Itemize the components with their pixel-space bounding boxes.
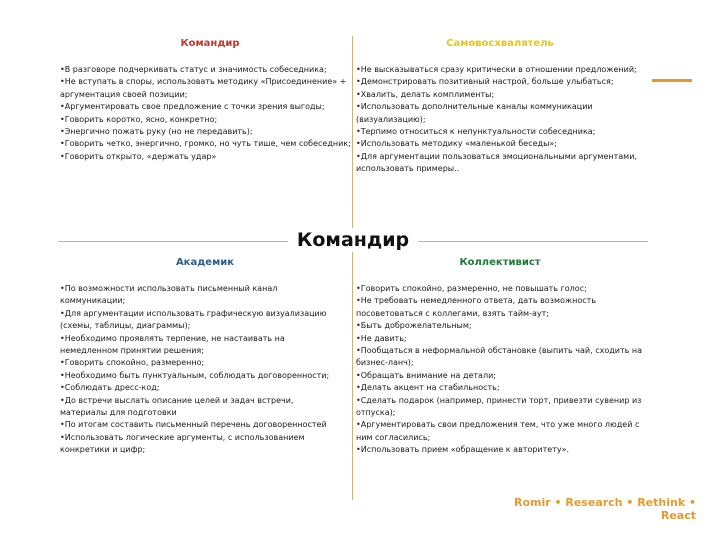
list-item: • Обращать внимание на детали; xyxy=(356,370,646,382)
list-item: • Не высказываться сразу критически в отношении предложений; xyxy=(356,64,646,76)
center-title: Командир xyxy=(288,228,418,252)
block-top-right xyxy=(356,64,646,176)
list-item: • Использовать дополнительные каналы коммуникации (визуализацию); xyxy=(356,101,646,126)
list-item: • Не давить; xyxy=(356,333,646,345)
block-top-left xyxy=(60,64,352,163)
list-item: • Необходимо быть пунктуальным, соблюдать договоренности; xyxy=(60,370,342,382)
block-bottom-right xyxy=(356,283,646,457)
accent-bar xyxy=(652,79,692,82)
list-item: • Быть доброжелательным; xyxy=(356,320,646,332)
heading-bottom-left: Академик xyxy=(175,257,235,268)
list-item: • Не требовать немедленного ответа, дать возможность посоветоваться с коллегами, взять тайм-аут; xyxy=(356,295,646,320)
list-item: • Пообщаться в неформальной обстановке (выпить чай, сходить на бизнес-ланч); xyxy=(356,345,646,370)
list-item: • Терпимо относиться к непунктуальности собеседника; xyxy=(356,126,646,138)
list-item: • Для аргументации пользоваться эмоциональными аргументами, использовать примеры.. xyxy=(356,151,646,176)
vertical-divider xyxy=(352,36,353,500)
heading-top-right: Самовосхвалятель xyxy=(446,38,554,49)
list-item: • Говорить спокойно, размеренно; xyxy=(60,357,342,369)
list-item: • Соблюдать дресс-код; xyxy=(60,382,342,394)
list-item: • Использовать логические аргументы, с использованием конкретики и цифр; xyxy=(60,432,342,457)
heading-top-left: Командир xyxy=(180,38,240,49)
list-item: • Энергично пожать руку (но не передавить); xyxy=(60,126,352,138)
list-item: • Для аргументации использовать графическую визуализацию (схемы, таблицы, диаграммы); xyxy=(60,308,342,333)
list-item: • Говорить четко, энергично, громко, но чуть тише, чем собеседник; xyxy=(60,138,352,150)
list-item: • Использовать прием «обращение к авторитету». xyxy=(356,444,646,456)
list-item: • По возможности использовать письменный канал коммуникации; xyxy=(60,283,342,308)
list-item: • Говорить спокойно, размеренно, не повышать голос; xyxy=(356,283,646,295)
list-item: • Говорить коротко, ясно, конкретно; xyxy=(60,114,352,126)
list-item: • Аргументировать свое предложение с точки зрения выгоды; xyxy=(60,101,352,113)
list-item: • Говорить открыто, «держать удар» xyxy=(60,151,352,163)
heading-bottom-right: Коллективист xyxy=(459,257,541,268)
list-item: • В разговоре подчеркивать статус и значимость собеседника; xyxy=(60,64,352,76)
list-item: • Демонстрировать позитивный настрой, больше улыбаться; xyxy=(356,76,646,88)
list-item: • До встречи выслать описание целей и задач встречи, материалы для подготовки xyxy=(60,395,342,420)
list-item: • Необходимо проявлять терпение, не настаивать на немедленном принятии решения; xyxy=(60,333,342,358)
footer-tagline: Romir • Research • Rethink • React xyxy=(514,496,696,522)
list-item: • Делать акцент на стабильность; xyxy=(356,382,646,394)
list-item: • Не вступать в споры, использовать методику «Присоединение» + аргументация своей позиции; xyxy=(60,76,352,101)
list-item: • По итогам составить письменный перечень договоренностей xyxy=(60,419,342,431)
block-bottom-left xyxy=(60,283,342,457)
list-item: • Аргументировать свои предложения тем, что уже много людей с ним согласились; xyxy=(356,419,646,444)
list-item: • Сделать подарок (например, принести торт, привезти сувенир из отпуска); xyxy=(356,395,646,420)
list-item: • Использовать методику «маленькой беседы»; xyxy=(356,138,646,150)
list-item: • Хвалить, делать комплименты; xyxy=(356,89,646,101)
